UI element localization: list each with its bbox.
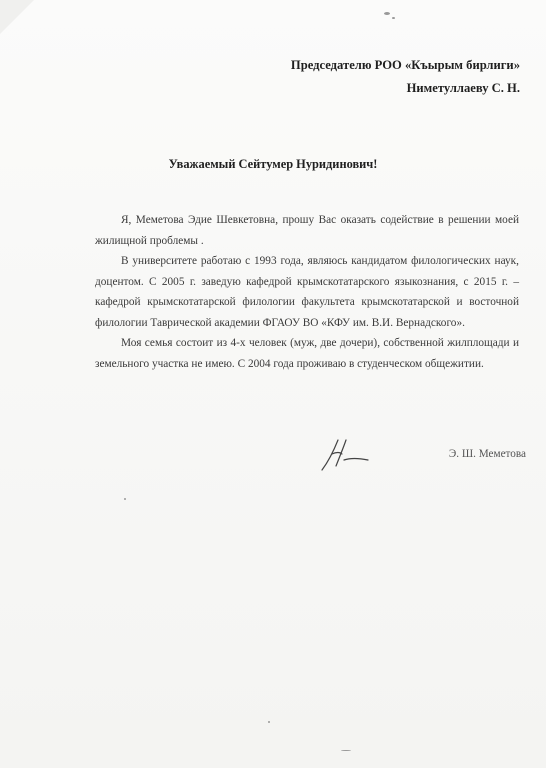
page-corner-fold	[0, 0, 34, 34]
recipient-line-2: Ниметуллаеву С. Н.	[406, 81, 520, 95]
paragraph-1: Я, Меметова Эдие Шевкетовна, прошу Вас оказать содействие в решении моей жилищной проблемы .	[95, 214, 519, 247]
recipient-block	[291, 54, 520, 100]
scan-speck	[384, 12, 390, 15]
letter-body	[95, 210, 519, 374]
recipient-line-1: Председателю РОО «Къырым бирлиги»	[290, 58, 520, 72]
scan-speck	[392, 17, 395, 19]
scan-speck	[341, 750, 351, 751]
paragraph-2: В университете работаю с 1993 года, являюсь кандидатом филологических наук, доцентом. С 2005 г. заведую кафедрой крымскотатарского языкознания, с 2015 г. – кафедрой крымскотатарской филологии факультета крымскотатарской и восточной филологии Таврической академии ФГАОУ ВО «КФУ им. В.И. Вернадского».	[95, 255, 519, 329]
signature-name: Э. Ш. Меметова	[448, 448, 526, 460]
salutation: Уважаемый Сейтумер Нуридинович!	[168, 157, 378, 171]
scan-speck	[268, 721, 270, 723]
paragraph-3: Моя семья состоит из 4-х человек (муж, две дочери), собственной жилплощади и земельного участка не имею. С 2004 года проживаю в студенческом общежитии.	[95, 337, 519, 370]
handwritten-signature	[314, 436, 374, 476]
scan-speck	[124, 498, 126, 500]
signature-row	[300, 436, 526, 476]
